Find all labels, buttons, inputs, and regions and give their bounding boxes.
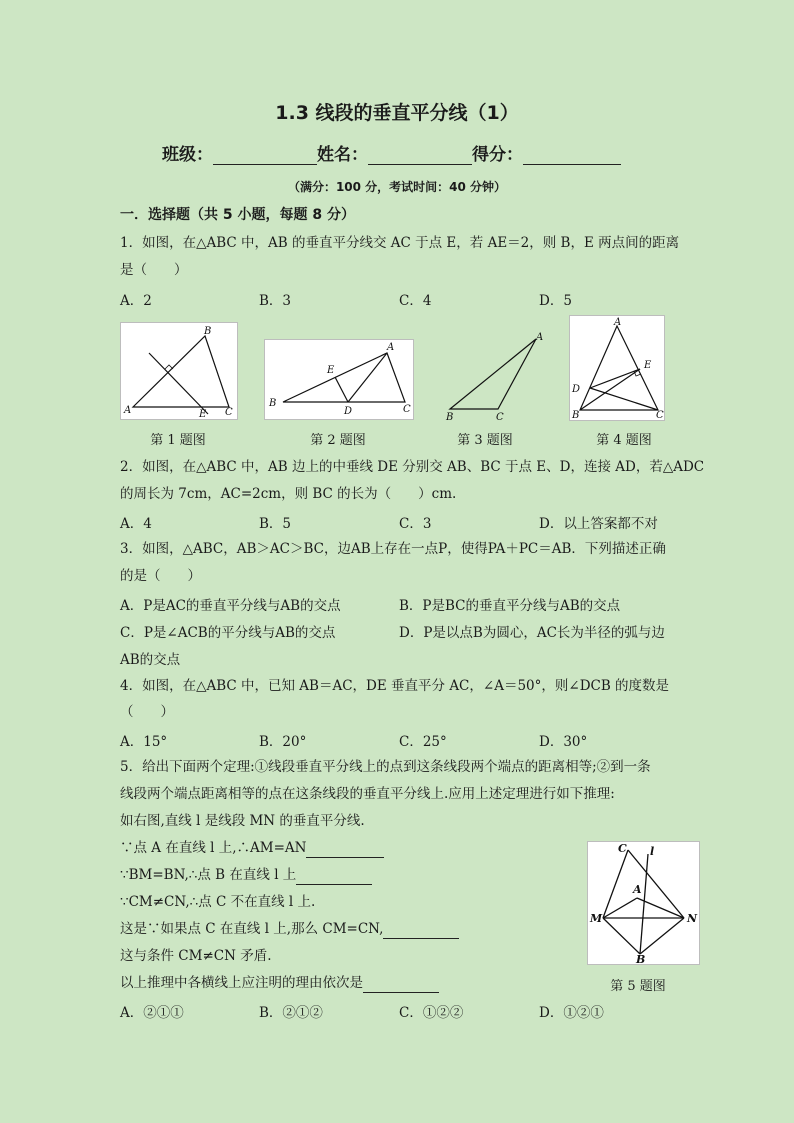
q1-option-a[interactable]: A．2 <box>120 293 152 309</box>
figure-5-caption: 第 5 题图 <box>610 979 666 994</box>
fig2-label-b: B <box>269 398 277 409</box>
fig5-label-a: A <box>633 883 642 896</box>
fig2-label-c: C <box>403 404 411 415</box>
q5-text-line8: 这与条件 CM≠CN 矛盾. <box>120 948 272 964</box>
q1-option-c[interactable]: C．4 <box>399 293 432 309</box>
fig5-label-b: B <box>636 953 646 964</box>
q2-option-c[interactable]: C．3 <box>399 516 432 532</box>
fig4-label-e: E <box>644 360 652 371</box>
figure-3-caption: 第 3 题图 <box>457 433 513 448</box>
q5-text-line6: ∵CM≠CN,∴点 C 不在直线 l 上. <box>120 894 316 910</box>
fig3-label-c: C <box>496 412 504 423</box>
q2-text-line1: 2．如图，在△ABC 中，AB 边上的中垂线 DE 分别交 AB、BC 于点 E、D，连接 AD，若△ADC <box>120 459 705 475</box>
figure-3-diagram <box>440 328 550 424</box>
figure-4-caption: 第 4 题图 <box>596 433 652 448</box>
figure-2-caption: 第 2 题图 <box>310 433 366 448</box>
fig2-label-a: A <box>387 342 395 353</box>
score-label: 得分： <box>472 145 523 165</box>
fig1-label-c: C <box>225 407 233 418</box>
figure-2 <box>264 339 414 420</box>
figure-2-diagram <box>265 340 413 419</box>
q1-option-d[interactable]: D．5 <box>539 293 572 309</box>
q5-question-text: 以上推理中各横线上应注明的理由依次是 <box>120 975 363 991</box>
fig5-label-l: l <box>650 845 655 858</box>
q3-text-line1: 3．如图，△ABC，AB＞AC＞BC，边AB上存在一点P，使得PA＋PC＝AB．下列描述正确 <box>120 541 666 557</box>
q5-reason3-text: 这是∵如果点 C 在直线 l 上,那么 CM=CN, <box>120 921 384 937</box>
figure-1-caption: 第 1 题图 <box>150 433 206 448</box>
name-blank[interactable] <box>368 146 472 165</box>
fig4-label-d: D <box>572 384 581 395</box>
figure-5-diagram <box>588 842 699 964</box>
q2-option-d[interactable]: D．以上答案都不对 <box>539 516 658 532</box>
fig3-label-a: A <box>536 332 544 343</box>
q4-text-line2: （ ） <box>120 704 174 720</box>
q5-reason-line2 <box>120 865 372 885</box>
q5-option-d[interactable]: D．①②① <box>539 1005 604 1021</box>
figure-1-diagram <box>121 323 237 419</box>
fig5-label-m: M <box>590 912 603 925</box>
q5-option-c[interactable]: C．①②② <box>399 1005 464 1021</box>
q5-answer-blank[interactable] <box>363 978 439 993</box>
page-title: 1.3 线段的垂直平分线（1） <box>275 102 519 124</box>
q5-reason1-text: ∵点 A 在直线 l 上,∴AM=AN <box>120 840 307 856</box>
q4-option-d[interactable]: D．30° <box>539 734 588 750</box>
class-label: 班级： <box>162 145 213 165</box>
fig4-label-a: A <box>614 317 622 328</box>
fig4-label-c: C <box>656 410 664 420</box>
figure-4-diagram <box>570 316 664 420</box>
fig1-label-b: B <box>204 326 212 337</box>
q4-option-c[interactable]: C．25° <box>399 734 447 750</box>
q5-reason-line1 <box>120 838 384 858</box>
q3-option-c[interactable]: C．P是∠ACB的平分线与AB的交点 <box>120 625 336 641</box>
fig2-label-e: E <box>327 365 335 376</box>
student-info-line <box>162 140 621 165</box>
q5-blank-2[interactable] <box>296 870 372 885</box>
q3-option-a[interactable]: A．P是AC的垂直平分线与AB的交点 <box>120 598 341 614</box>
q5-text-line2: 线段两个端点距离相等的点在这条线段的垂直平分线上.应用上述定理进行如下推理: <box>120 786 615 802</box>
q3-option-d[interactable]: D．P是以点B为圆心，AC长为半径的弧与边 <box>399 625 665 641</box>
q1-text-line1: 1．如图，在△ABC 中，AB 的垂直平分线交 AC 于点 E，若 AE＝2，则 B，E 两点间的距离 <box>120 235 680 251</box>
figure-4 <box>569 315 665 421</box>
fig1-label-a: A <box>124 405 132 416</box>
q4-option-b[interactable]: B．20° <box>259 734 307 750</box>
q2-option-a[interactable]: A．4 <box>120 516 152 532</box>
q1-option-b[interactable]: B．3 <box>259 293 292 309</box>
q4-text-line1: 4．如图，在△ABC 中，已知 AB＝AC，DE 垂直平分 AC，∠A＝50°，则∠DCB 的度数是 <box>120 678 670 694</box>
q5-option-a[interactable]: A．②①① <box>120 1005 184 1021</box>
q5-option-b[interactable]: B．②①② <box>259 1005 323 1021</box>
name-label: 姓名： <box>317 145 368 165</box>
q3-option-b[interactable]: B．P是BC的垂直平分线与AB的交点 <box>399 598 621 614</box>
q2-option-b[interactable]: B．5 <box>259 516 292 532</box>
q5-text-line3: 如右图,直线 l 是线段 MN 的垂直平分线. <box>120 813 365 829</box>
exam-subtitle: （满分：100 分，考试时间：40 分钟） <box>287 180 507 194</box>
q5-reason-line3 <box>120 919 459 939</box>
q5-blank-1[interactable] <box>306 843 384 858</box>
class-blank[interactable] <box>213 146 317 165</box>
q4-option-a[interactable]: A．15° <box>120 734 168 750</box>
q5-blank-3[interactable] <box>383 924 459 939</box>
fig5-label-n: N <box>687 912 698 925</box>
fig2-label-d: D <box>344 406 353 417</box>
fig4-label-b: B <box>572 410 580 420</box>
fig5-label-c: C <box>618 842 627 855</box>
fig1-label-e: E <box>199 409 207 419</box>
fig3-label-b: B <box>446 412 454 423</box>
figure-1 <box>120 322 238 420</box>
score-blank[interactable] <box>523 146 621 165</box>
q3-option-d-cont: AB的交点 <box>120 652 181 668</box>
q2-text-line2: 的周长为 7cm，AC=2cm，则 BC 的长为（ ）cm. <box>120 486 457 502</box>
figure-5 <box>587 841 700 965</box>
q5-question-line <box>120 973 439 993</box>
q5-reason2-text: ∵BM=BN,∴点 B 在直线 l 上 <box>120 867 297 883</box>
section-heading: 一．选择题（共 5 小题，每题 8 分） <box>120 207 355 223</box>
q5-text-line1: 5．给出下面两个定理:①线段垂直平分线上的点到这条线段两个端点的距离相等;②到一条 <box>120 759 651 775</box>
q1-text-line2: 是（ ） <box>120 262 188 278</box>
q3-text-line2: 的是（ ） <box>120 568 201 584</box>
